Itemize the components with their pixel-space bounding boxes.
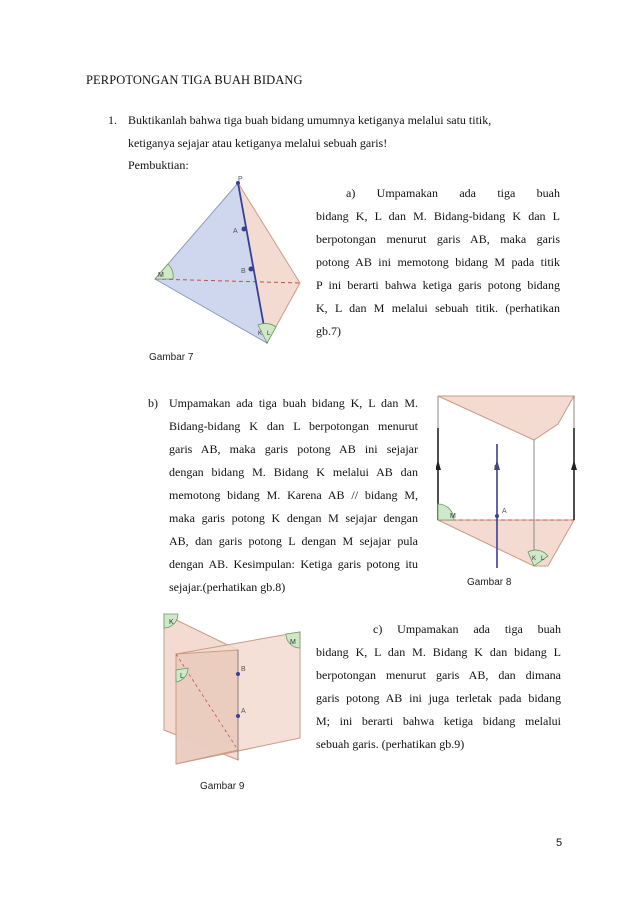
part-b-line: sejajar.(perhatikan gb.8): [169, 580, 286, 594]
label-b: B: [494, 465, 499, 472]
label-k: K: [532, 556, 537, 562]
point-a: [495, 514, 499, 518]
figure-9: [160, 610, 310, 770]
page-title: PERPOTONGAN TIGA BUAH BIDANG: [86, 73, 303, 87]
label-k: K: [258, 331, 263, 337]
point-a: [236, 714, 240, 718]
part-b-line: dengan bidang M. Bidang K melalui AB dan: [169, 465, 418, 479]
label-l: L: [541, 556, 545, 562]
part-c-line: c) Umpamakan ada tiga buah: [373, 622, 561, 636]
part-c-line: garis potong AB ini juga terletak pada bidang: [316, 691, 561, 705]
label-k: K: [169, 619, 174, 626]
part-b-line: garis AB, maka garis potong AB ini sejajar: [169, 442, 418, 456]
bottom-face: [438, 520, 574, 566]
part-b-line: Bidang-bidang K dan L berpotongan menurut: [169, 419, 418, 433]
label-b: B: [241, 666, 246, 673]
label-a: A: [502, 508, 507, 515]
label-a: A: [233, 228, 238, 235]
part-b-line: maka garis potong K dengan M sejajar dengan: [169, 511, 418, 525]
point-b: [236, 672, 240, 676]
item1-line1: Buktikanlah bahwa tiga buah bidang umumnya ketiganya melalui satu titik,: [128, 113, 492, 127]
label-m: M: [158, 272, 164, 279]
part-b-label: b): [148, 396, 158, 410]
plane-l-shape: [176, 650, 238, 764]
part-b-line: AB, dan garis potong L dengan M sejajar pula: [169, 534, 418, 548]
part-a-line: P ini berarti bahwa ketiga garis potong bidang: [316, 278, 560, 292]
top-face: [438, 396, 574, 440]
caption-gambar-8: Gambar 8: [467, 577, 512, 588]
label-p: P: [238, 176, 243, 183]
caption-gambar-7: Gambar 7: [149, 352, 194, 363]
part-c-line: bidang K, L dan M. Bidang K dan bidang L: [316, 645, 561, 659]
part-a-line: gb.7): [316, 324, 341, 338]
label-a: A: [241, 708, 246, 715]
point-b: [249, 267, 254, 272]
item1-line2: ketiganya sejajar atau ketiganya melalui sebuah garis!: [128, 136, 388, 150]
label-b: B: [241, 268, 246, 275]
arrow-right-icon: [571, 460, 577, 470]
part-b-line: dengan AB. Kesimpulan: Ketiga garis potong itu: [169, 557, 418, 571]
figure-7: [130, 175, 305, 350]
part-b-line: memotong bidang M. Karena AB // bidang M,: [169, 488, 418, 502]
item-number: 1.: [108, 113, 117, 127]
label-m: M: [450, 513, 456, 520]
part-a-line: K, L dan M melalui sebuah titik. (perhatikan: [316, 301, 560, 315]
part-b-line: Umpamakan ada tiga buah bidang K, L dan M.: [169, 396, 418, 410]
label-l: L: [267, 331, 271, 337]
part-c-line: sebuah garis. (perhatikan gb.9): [316, 737, 465, 751]
label-l: L: [180, 673, 184, 680]
part-c-line: M; ini berarti bahwa ketiga bidang melalui: [316, 714, 561, 728]
figure-8: [436, 388, 581, 573]
item1-line3: Pembuktian:: [128, 158, 189, 172]
point-a: [242, 227, 247, 232]
part-a-line: berpotongan menurut garis AB, maka garis: [316, 232, 560, 246]
caption-gambar-9: Gambar 9: [200, 781, 245, 792]
part-c-line: berpotongan menurut garis AB, dan dimana: [316, 668, 561, 682]
label-m: M: [290, 639, 296, 646]
part-a-line: potong AB ini memotong bidang M pada titik: [316, 255, 560, 269]
part-a-line: bidang K, L dan M. Bidang-bidang K dan L: [316, 209, 560, 223]
part-a-line: a) Umpamakan ada tiga buah: [346, 186, 560, 200]
page-number: 5: [556, 837, 563, 849]
